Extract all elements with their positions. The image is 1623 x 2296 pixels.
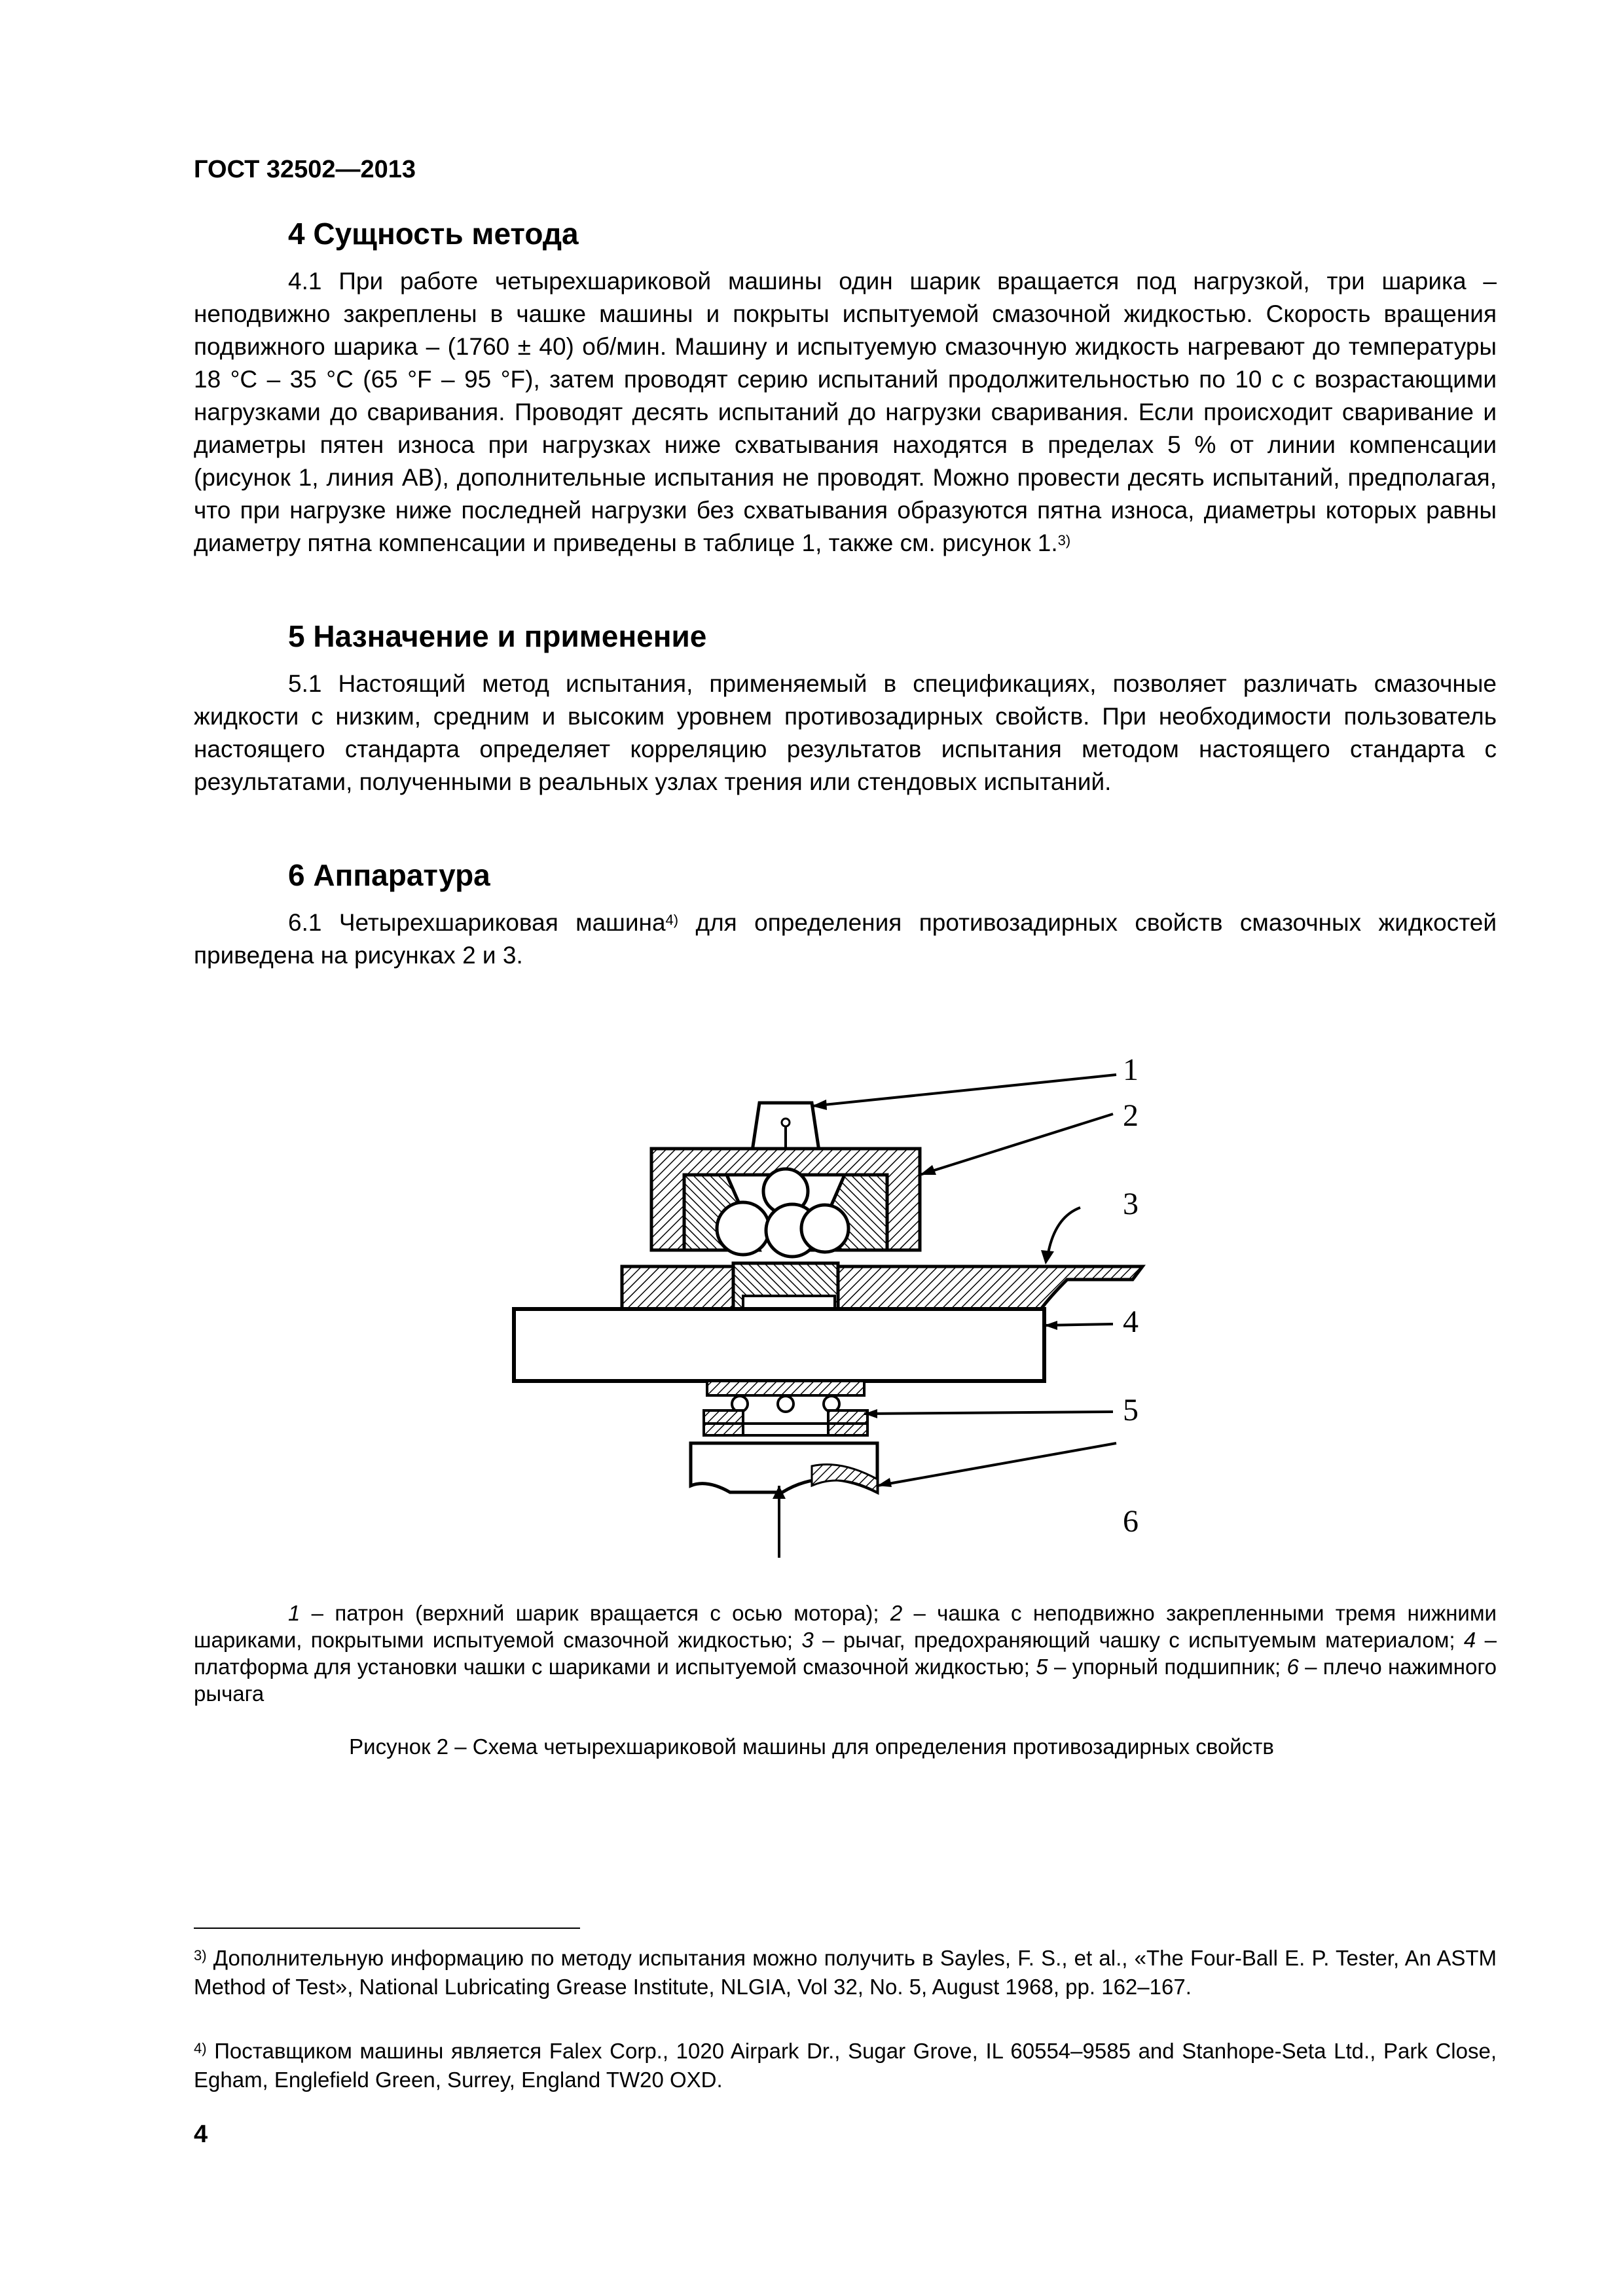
platform	[514, 1309, 1044, 1381]
document-header: ГОСТ 32502—2013	[194, 156, 416, 183]
four-ball-machine-diagram	[484, 1034, 1205, 1590]
footnote-3-text: Дополнительную информацию по методу испытания можно получить в Sayles, F. S., et al., «The Four-Ball E. P. Tester, An ASTM Method of Test», National Lubricating Grease Institute, NLGIA, Vol 32, No. 5, August 1968, pp. 162–167.	[194, 1946, 1497, 1999]
section-4-text: 4.1 При работе четырехшариковой машины один шарик вращается под нагрузкой, три шарика – неподвижно закреплены в чашке машины и покрыты испытуемой смазочной жидкостью. Скорость вращения подвижного шарика – (1760 ± 40) об/мин. Машину и испытуемую смазочную жидкость нагревают до температуры 18 °C – 35 °C (65 °F – 95 °F), затем проводят серию испытаний продолжительностью по 10 с с возрастающими нагрузками до сваривания. Проводят десять испытаний до нагрузки сваривания. Если происходит сваривание и диаметры пятен износа при нагрузках ниже схватывания находятся в пределах 5 % от линии компенсации (рисунок 1, линия АВ), дополнительные испытания не проводят. Можно провести десять испытаний, предполагая, что при нагрузке ниже последней нагрузки без схватывания образуются пятна износа, диаметры которых равны диаметру пятна компенсации и приведены в таблице 1, также см. рисунок 1.	[194, 268, 1497, 556]
legend-text: –платформа для установки чашки с шариками и испытуемой смазочной жидкостью;	[194, 1628, 1497, 1679]
legend-num: 2	[890, 1601, 903, 1625]
footnote-mark-3: 3)	[194, 1947, 207, 1964]
legend-text: – рычаг, предохраняющий чашку с испытуемым материалом;	[813, 1628, 1464, 1652]
section-5-heading: 5 Назначение и применение	[288, 619, 707, 653]
guard-lever	[622, 1263, 1142, 1309]
section-4-heading: 4 Сущность метода	[288, 217, 579, 251]
footnote-mark-4: 4)	[194, 2040, 207, 2056]
figure-label-6: 6	[1123, 1504, 1139, 1539]
footnote-4	[194, 2037, 1497, 2094]
legend-num: 4	[1463, 1628, 1476, 1652]
section-4-paragraph	[194, 265, 1497, 560]
figure-legend	[194, 1600, 1497, 1707]
page-number: 4	[194, 2121, 208, 2148]
section-6-text-a: 6.1 Четырехшариковая машина	[288, 909, 666, 936]
figure-label-3: 3	[1123, 1187, 1139, 1221]
figure-label-1: 1	[1123, 1052, 1139, 1087]
legend-text: – упорный подшипник;	[1048, 1655, 1287, 1679]
footnote-3	[194, 1944, 1497, 2001]
legend-num: 6	[1286, 1655, 1299, 1679]
legend-num: 1	[288, 1601, 301, 1625]
footnote-divider	[194, 1928, 580, 1929]
section-6-paragraph	[194, 906, 1497, 972]
footnote-ref-4: 4)	[665, 912, 679, 928]
thrust-bearing	[704, 1381, 867, 1435]
footnote-4-text: Поставщиком машины является Falex Corp., 1020 Airpark Dr., Sugar Grove, IL 60554–9585 and Stanhope-Seta Ltd., Park Close, Egham, Englefield Green, Surrey, England TW20 OXD.	[194, 2039, 1497, 2092]
ball-cup	[651, 1149, 920, 1257]
legend-num: 5	[1036, 1655, 1048, 1679]
legend-num: 3	[801, 1628, 814, 1652]
legend-text: – плечо нажимного рычага	[194, 1655, 1497, 1706]
figure-label-2: 2	[1123, 1098, 1139, 1133]
figure-label-4: 4	[1123, 1304, 1139, 1339]
section-6-text-b: для определения противозадирных свойств смазочных жидкостей приведена на рисунках 2 и 3.	[194, 909, 1497, 969]
section-5-paragraph: 5.1 Настоящий метод испытания, применяемый в спецификациях, позволяет различать смазочные жидкости с низким, средним и высоким уровнем противозадирных свойств. При необходимости пользователь настоящего стандарта определяет корреляцию результатов испытания методом настоящего стандарта с результатами, полученными в реальных узлах трения или стендовых испытаний.	[194, 670, 1497, 795]
legend-text: – патрон (верхний шарик вращается с осью мотора);	[300, 1601, 890, 1625]
footnote-ref-3: 3)	[1057, 532, 1071, 548]
pressure-arm	[691, 1443, 877, 1558]
figure-label-5: 5	[1123, 1393, 1139, 1427]
section-6-heading: 6 Аппаратура	[288, 858, 490, 892]
figure-title: Рисунок 2 – Схема четырехшариковой машины для определения противозадирных свойств	[349, 1734, 1274, 1759]
legend-text: – чашка с неподвижно закрепленными тремя нижними шариками, покрытыми испытуемой смазочной жидкостью;	[194, 1601, 1497, 1652]
